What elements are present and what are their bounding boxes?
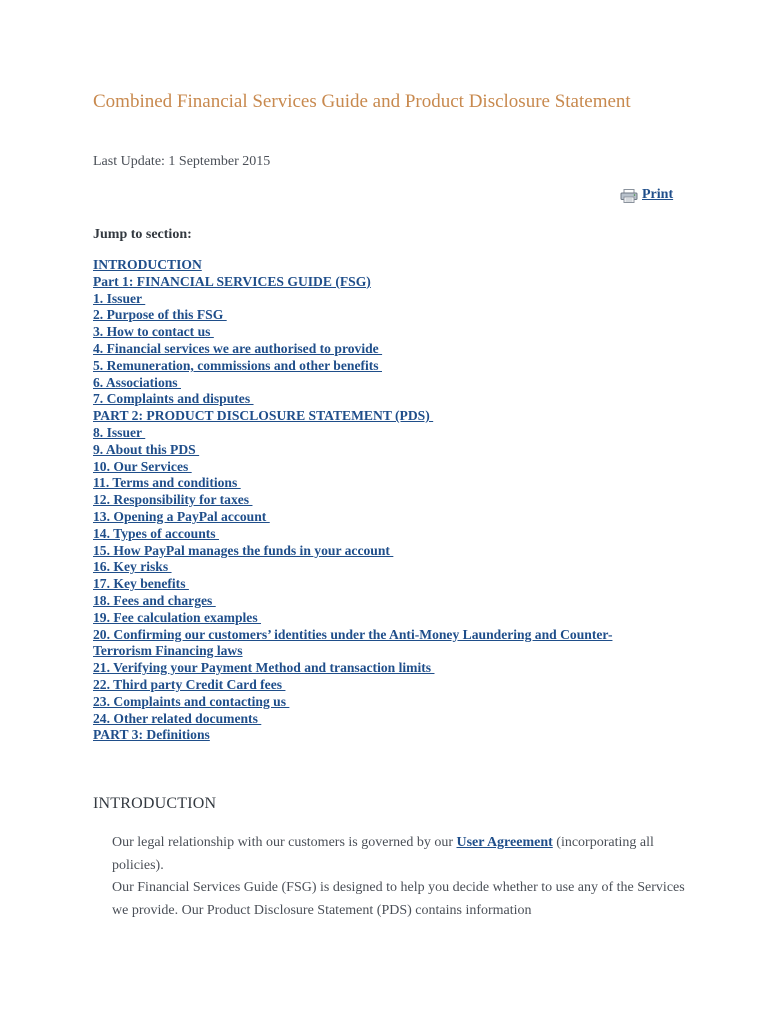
toc-item — [93, 711, 653, 728]
introduction-heading: INTRODUCTION — [93, 795, 217, 812]
toc-item — [93, 576, 653, 593]
toc-item — [93, 408, 653, 425]
print-control[interactable] — [620, 187, 673, 203]
toc-item — [93, 727, 653, 744]
toc-link-17[interactable]: 17. Key benefits — [93, 576, 189, 592]
page-title: Combined Financial Services Guide and Product Disclosure Statement — [93, 91, 631, 112]
toc-link-2[interactable]: 2. Purpose of this FSG — [93, 307, 227, 323]
toc-link-22[interactable]: 22. Third party Credit Card fees — [93, 676, 286, 692]
intro-paragraph-1 — [112, 832, 687, 877]
intro-paragraph-2: Our Financial Services Guide (FSG) is designed to help you decide whether to use any of the Services we provide. Our Product Disclosure Statement (PDS) contains information — [112, 880, 685, 918]
toc-item — [93, 358, 653, 375]
toc-link-8[interactable]: 8. Issuer — [93, 424, 146, 440]
toc-item — [93, 274, 653, 291]
toc-item — [93, 324, 653, 341]
toc-link-3[interactable]: 3. How to contact us — [93, 324, 214, 340]
toc-item — [93, 677, 653, 694]
toc-link-12[interactable]: 12. Responsibility for taxes — [93, 492, 253, 508]
toc-link-20[interactable]: 20. Confirming our customers’ identities under the Anti-Money Laundering and Counter-Terrorism Financing laws — [93, 626, 613, 659]
toc-link-21[interactable]: 21. Verifying your Payment Method and transaction limits — [93, 660, 435, 676]
introduction-body — [112, 832, 687, 922]
printer-icon[interactable] — [620, 189, 638, 203]
intro-text: Our legal relationship with our customers is governed by our — [112, 835, 457, 850]
toc-link-part-2[interactable]: PART 2: PRODUCT DISCLOSURE STATEMENT (PDS) — [93, 408, 434, 424]
toc-link-introduction[interactable]: INTRODUCTION — [93, 257, 202, 272]
toc-item — [93, 475, 653, 492]
toc-link-11[interactable]: 11. Terms and conditions — [93, 475, 241, 491]
table-of-contents — [93, 257, 653, 744]
toc-item — [93, 593, 653, 610]
toc-link-part-3[interactable]: PART 3: Definitions — [93, 727, 210, 743]
toc-item — [93, 425, 653, 442]
toc-item — [93, 375, 653, 392]
jump-to-section-label: Jump to section: — [93, 227, 192, 242]
toc-item — [93, 291, 653, 308]
print-link[interactable]: Print — [642, 187, 674, 202]
toc-link-9[interactable]: 9. About this PDS — [93, 441, 200, 457]
toc-link-18[interactable]: 18. Fees and charges — [93, 592, 216, 608]
toc-link-1[interactable]: 1. Issuer — [93, 290, 146, 306]
last-update-date: Last Update: 1 September 2015 — [93, 154, 271, 169]
toc-item — [93, 559, 653, 576]
toc-item — [93, 391, 653, 408]
toc-link-4[interactable]: 4. Financial services we are authorised to provide — [93, 340, 383, 356]
toc-item — [93, 459, 653, 476]
toc-item — [93, 442, 653, 459]
toc-link-19[interactable]: 19. Fee calculation examples — [93, 609, 262, 625]
toc-link-14[interactable]: 14. Types of accounts — [93, 525, 220, 541]
toc-link-23[interactable]: 23. Complaints and contacting us — [93, 693, 290, 709]
toc-link-16[interactable]: 16. Key risks — [93, 559, 172, 575]
toc-item — [93, 509, 653, 526]
toc-link-10[interactable]: 10. Our Services — [93, 458, 192, 474]
toc-item — [93, 307, 653, 324]
toc-item — [93, 526, 653, 543]
toc-item — [93, 543, 653, 560]
toc-link-5[interactable]: 5. Remuneration, commissions and other benefits — [93, 357, 382, 373]
toc-item — [93, 610, 653, 627]
user-agreement-link[interactable]: User Agreement — [456, 835, 553, 850]
toc-item — [93, 627, 653, 661]
toc-link-13[interactable]: 13. Opening a PayPal account — [93, 508, 270, 524]
toc-link-24[interactable]: 24. Other related documents — [93, 710, 262, 726]
toc-item — [93, 492, 653, 509]
toc-item — [93, 257, 653, 274]
toc-item — [93, 341, 653, 358]
toc-item — [93, 694, 653, 711]
toc-link-15[interactable]: 15. How PayPal manages the funds in your account — [93, 542, 394, 558]
toc-item — [93, 660, 653, 677]
toc-link-7[interactable]: 7. Complaints and disputes — [93, 391, 254, 407]
toc-link-6[interactable]: 6. Associations — [93, 374, 181, 390]
intro-text: (incorporating all policies). — [112, 835, 654, 873]
toc-link-part-1[interactable]: Part 1: FINANCIAL SERVICES GUIDE (FSG) — [93, 273, 371, 289]
